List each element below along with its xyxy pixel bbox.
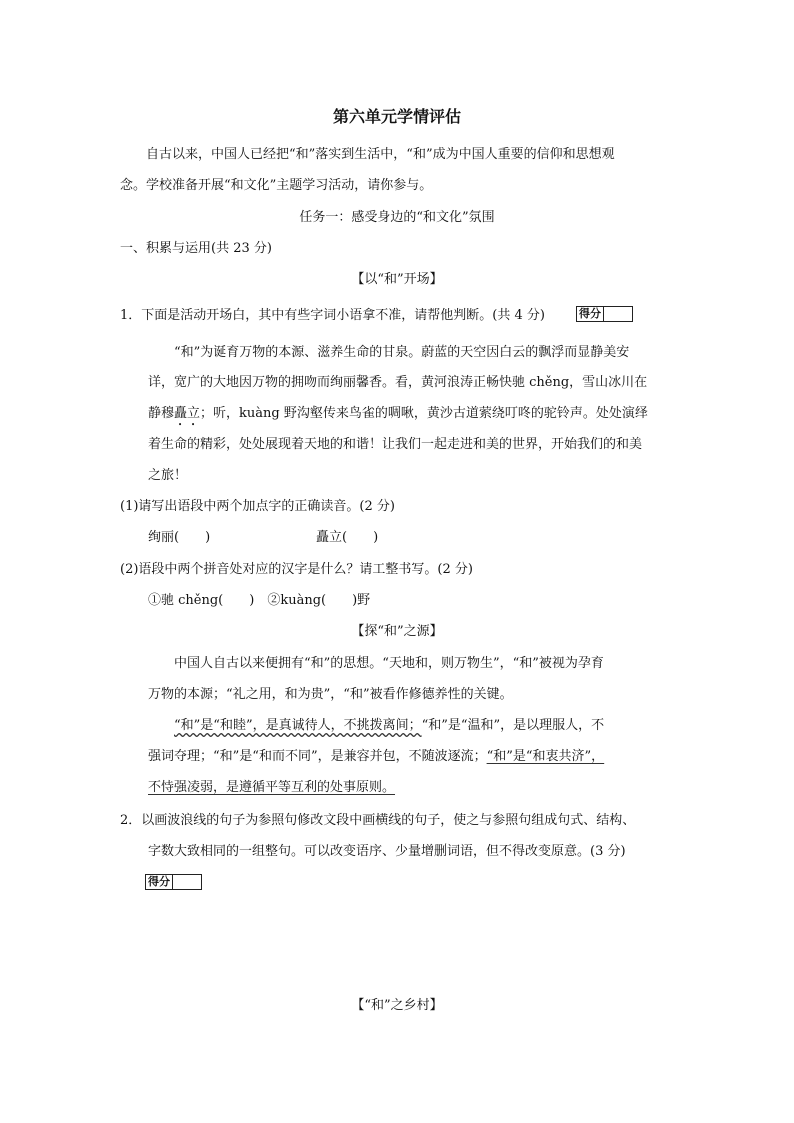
underlined-sentence-part-2: 不恃强凌弱，是遵循平等互利的处事原则。 <box>148 780 396 795</box>
passage-2-line-4-start: 强词夺理；“和”是“和而不同”，是兼容并包，不随波逐流； <box>148 749 487 764</box>
task-heading: 任务一：感受身边的“和文化”氛围 <box>299 210 495 225</box>
page-title: 第六单元学情评估 <box>332 107 461 126</box>
question-1-stem: 1．下面是活动开场白，其中有些字词小语拿不准，请帮他判断。(共 4 分) <box>120 308 545 323</box>
score-box-2[interactable] <box>145 874 202 890</box>
wavy-sentence: “和”是“和睦”，是真诚待人，不挑拨离间； <box>174 718 422 733</box>
passage-1-word-jingmu: 静穆 <box>148 406 175 421</box>
score-blank <box>173 875 201 889</box>
score-label: 得分 <box>577 307 604 321</box>
section-heading-1: 【以“和”开场】 <box>351 272 443 287</box>
question-1-1: (1)请写出语段中两个加点字的正确读音。(2 分) <box>120 499 395 514</box>
dotted-word-chuli: 矗立 <box>174 406 201 421</box>
answer-chuli[interactable]: 矗立( ) <box>316 530 379 545</box>
underlined-sentence-part-1: “和”是“和衷共济”， <box>486 749 605 764</box>
score-label: 得分 <box>146 875 173 889</box>
passage-1-line-3 <box>148 405 648 429</box>
intro-line-1: 自古以来，中国人已经把“和”落实到生活中，“和”成为中国人重要的信仰和思想观 <box>146 147 615 162</box>
intro-line-2: 念。学校准备开展“和文化”主题学习活动，请你参与。 <box>120 178 433 193</box>
passage-2-line-4 <box>148 748 604 766</box>
passage-1-line-4: 着生命的精彩，处处展现着天地的和谐！让我们一起走进和美的世界，开始我们的和美 <box>148 437 643 452</box>
part-heading: 一、积累与运用(共 23 分) <box>120 241 272 256</box>
answer-xuanli[interactable]: 绚丽( ) <box>148 530 211 545</box>
question-2-line-2: 字数大致相同的一组整句。可以改变语序、少量增删词语，但不得改变原意。(3 分) <box>148 844 626 859</box>
passage-2-line-1: 中国人自古以来便拥有“和”的思想。“天地和，则万物生”，“和”被视为孕育 <box>174 656 604 671</box>
passage-1-line-5: 之旅！ <box>148 468 188 483</box>
passage-2-line-3 <box>174 717 604 735</box>
score-box-1[interactable] <box>576 306 633 322</box>
passage-1-line-2: 详，宽广的大地因万物的拥吻而绚丽馨香。看，黄河浪涛正畅快驰 chěng，雪山冰川在 <box>148 375 648 390</box>
passage-2-line-2: 万物的本源；“礼之用，和为贵”，“和”被看作修德养性的关键。 <box>148 687 513 702</box>
passage-1-line-3-rest: ；听，kuàng 野沟壑传来鸟雀的啁啾，黄沙古道萦绕叮咚的驼铃声。处处演绎 <box>200 406 648 421</box>
answer-pinyin[interactable]: ①驰 chěng( ) ②kuàng( )野 <box>148 593 371 608</box>
question-2-line-1: 2．以画波浪线的句子为参照句修改文段中画横线的句子，使之与参照句组成句式、结构、 <box>120 813 636 828</box>
question-1-2: (2)语段中两个拼音处对应的汉字是什么？请工整书写。(2 分) <box>120 562 473 577</box>
section-heading-2: 【探“和”之源】 <box>351 624 443 639</box>
passage-1-line-1: “和”为诞育万物的本源、滋养生命的甘泉。蔚蓝的天空因白云的飘浮而显静美安 <box>174 345 630 360</box>
score-blank <box>604 307 632 321</box>
passage-2-line-5 <box>148 779 395 797</box>
passage-2-line-3-rest: “和”是“温和”，是以理服人，不 <box>421 718 605 733</box>
section-heading-3: 【“和”之乡村】 <box>351 998 443 1013</box>
